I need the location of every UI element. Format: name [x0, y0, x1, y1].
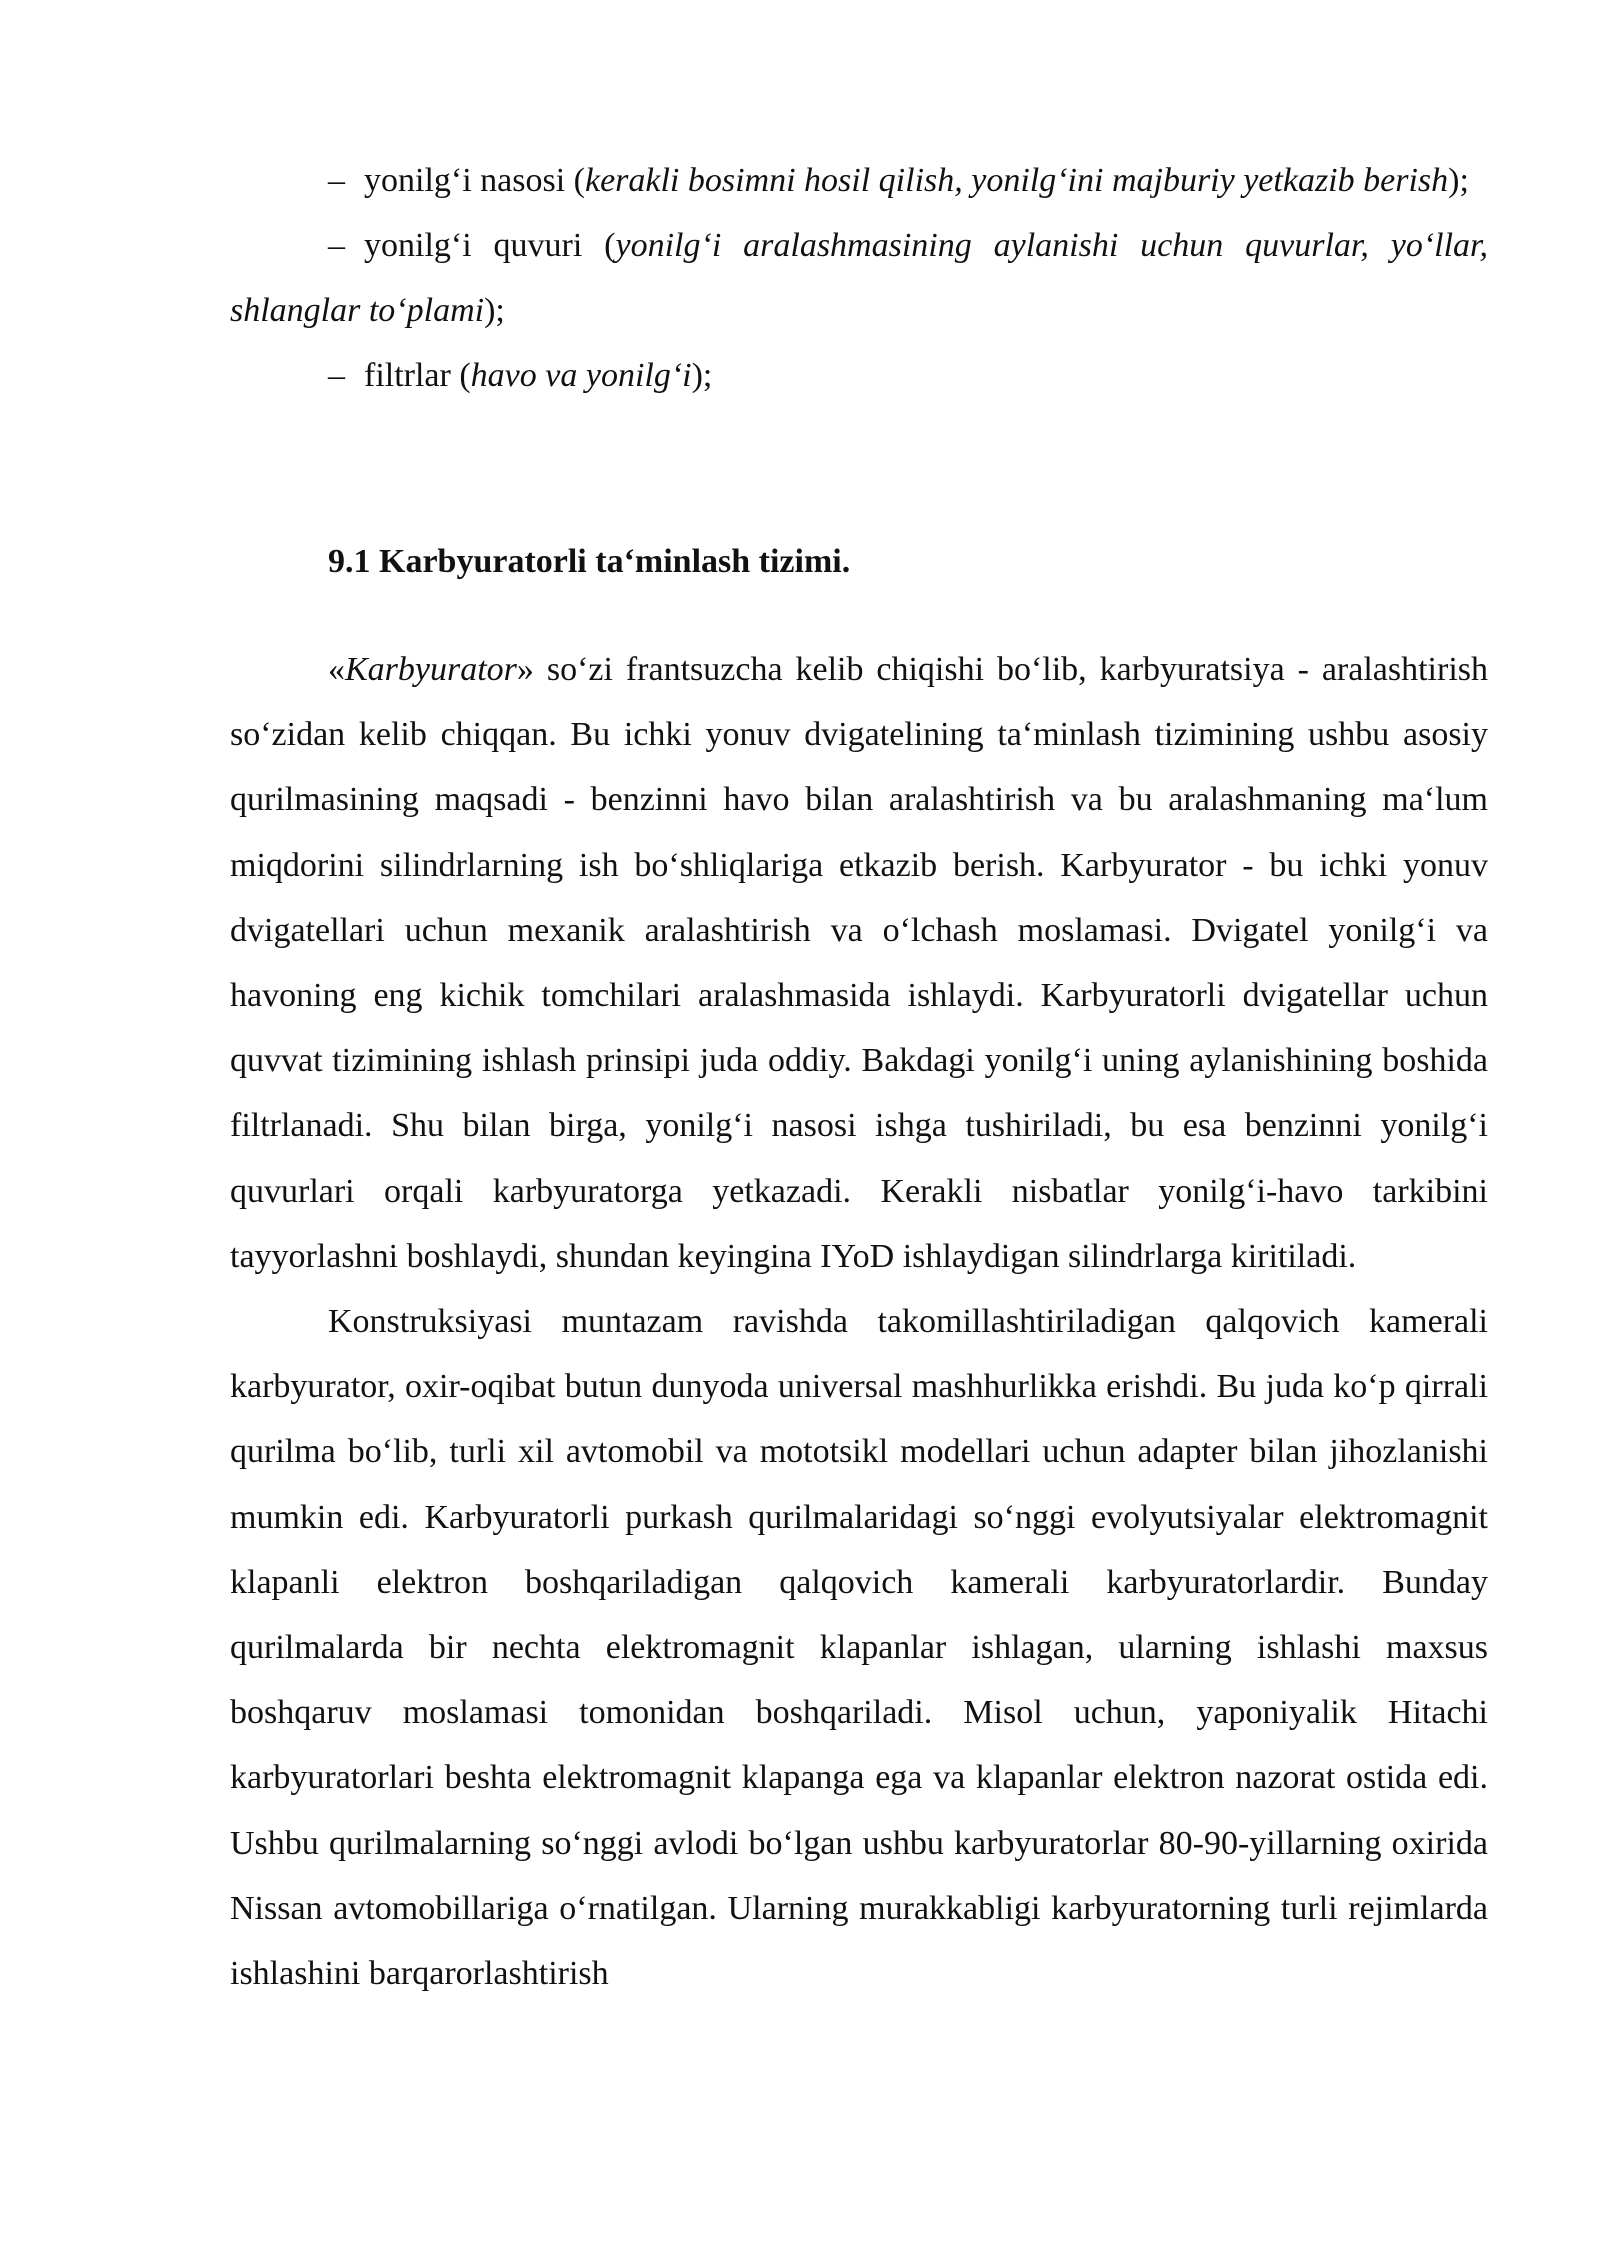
component-list — [230, 148, 1488, 408]
paragraph-float-chamber: Konstruksiyasi muntazam ravishda takomillashtiriladigan qalqovich kamerali karbyurator, oxir-oqibat butun dunyoda universal mashhurlikka erishdi. Bu juda ko‘p qirrali qurilma bo‘lib, turli xil avtomobil va mototsikl modellari uchun adapter bilan jihozlanishi mumkin edi. Karbyuratorli purkash qurilmalaridagi so‘nggi evolyutsiyalar elektromagnit klapanli elektron boshqariladigan qalqovich kamerali karbyuratorlardir. Bunday qurilmalarda bir nechta elektromagnit klapanlar ishlagan, ularning ishlashi maxsus boshqaruv moslamasi tomonidan boshqariladi. Misol uchun, yaponiyalik Hitachi karbyuratorlari beshta elektromagnit klapanga ega va klapanlar elektron nazorat ostida edi. Ushbu qurilmalarning so‘nggi avlodi bo‘lgan ushbu karbyuratorlar 80-90-yillarning oxirida Nissan avtomobillariga o‘rnatilgan. Ularning murakkabligi karbyuratorning turli rejimlarda ishlashini barqarorlashtirish — [230, 1303, 1488, 1993]
list-item-filters: – filtrlar (havo va yonilg‘i); — [328, 357, 713, 394]
list-item-fuel-pump: – yonilg‘i nasosi (kerakli bosimni hosil qilish, yonilg‘ini majburiy yetkazib berish); — [328, 162, 1469, 199]
paragraph-carburetor-definition: «Karbyurator» so‘zi frantsuzcha kelib chiqishi bo‘lib, karbyuratsiya - aralashtirish so‘zidan kelib chiqqan. Bu ichki yonuv dvigatelining ta‘minlash tizimining ushbu asosiy qurilmasining maqsadi - benzinni havo bilan aralashtirish va bu aralashmaning ma‘lum miqdorini silindrlarning ish bo‘shliqlariga etkazib berish. Karbyurator - bu ichki yonuv dvigatellari uchun mexanik aralashtirish va o‘lchash moslamasi. Dvigatel yonilg‘i va havoning eng kichik tomchilari aralashmasida ishlaydi. Karbyuratorli dvigatellar uchun quvvat tizimining ishlash prinsipi juda oddiy. Bakdagi yonilg‘i uning aylanishining boshida filtrlanadi. Shu bilan birga, yonilg‘i nasosi ishga tushiriladi, bu esa benzinni yonilg‘i quvurlari orqali karbyuratorga yetkazadi. Kerakli nisbatlar yonilg‘i-havo tarkibini tayyorlashni boshlaydi, shundan keyingina IYoD ishlaydigan silindrlarga kiritiladi. — [230, 651, 1488, 1275]
body-text — [230, 637, 1488, 2006]
list-item-fuel-line: – yonilg‘i quvuri (yonilg‘i aralashmasining aylanishi uchun quvurlar, yo‘llar, shlanglar to‘plami); — [230, 227, 1488, 329]
section-heading: 9.1 Karbyuratorli ta‘minlash tizimi. — [328, 543, 851, 580]
